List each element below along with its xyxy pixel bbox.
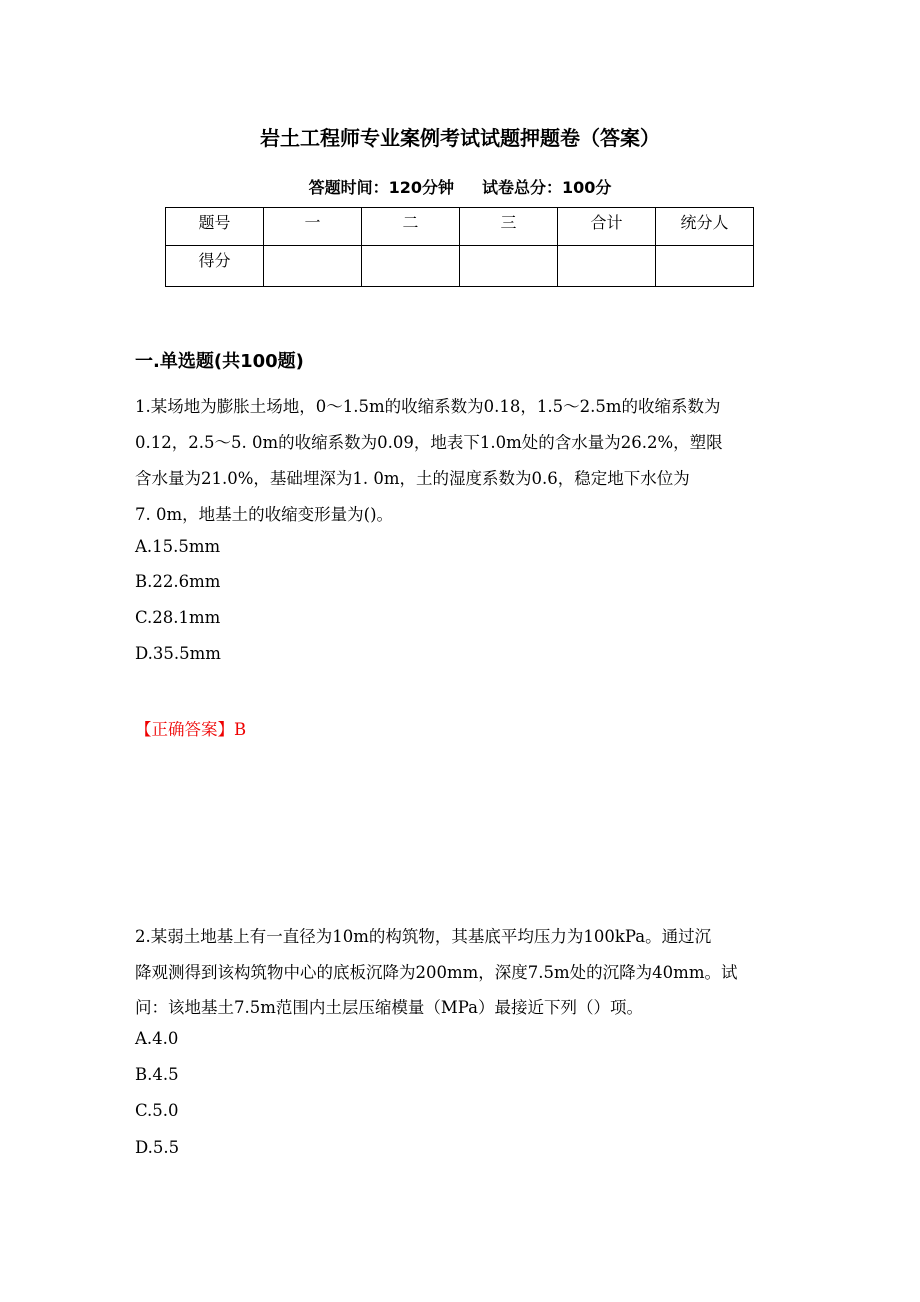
option: D.35.5mm (135, 644, 221, 663)
question-text: 含水量为21.0%，基础埋深为1. 0m，土的湿度系数为0.6，稳定地下水位为 (135, 469, 690, 488)
correct-answer: 【正确答案】B (135, 720, 247, 739)
header-cell: 三 (460, 208, 558, 246)
exam-time: 答题时间：120分钟 (308, 178, 454, 197)
exam-info (0, 175, 920, 198)
header-cell: 一 (264, 208, 362, 246)
exam-total-score: 试卷总分：100分 (482, 178, 612, 197)
question-text: 0.12，2.5～5. 0m的收缩系数为0.09，地表下1.0m处的含水量为26.2%，塑限 (135, 433, 723, 452)
option: C.5.0 (135, 1101, 179, 1120)
score-cell (264, 246, 362, 287)
score-cell (656, 246, 754, 287)
page-title: 岩土工程师专业案例考试试题押题卷（答案） (260, 126, 660, 150)
score-table (165, 207, 754, 287)
header-cell: 二 (362, 208, 460, 246)
question-text: 7. 0m，地基土的收缩变形量为()。 (135, 505, 394, 524)
option: B.22.6mm (135, 572, 221, 591)
header-cell: 合计 (558, 208, 656, 246)
option: A.4.0 (135, 1029, 179, 1048)
score-cell (460, 246, 558, 287)
header-cell: 题号 (166, 208, 264, 246)
option: D.5.5 (135, 1138, 180, 1157)
row-label: 得分 (166, 246, 264, 287)
score-cell (558, 246, 656, 287)
question-text: 降观测得到该构筑物中心的底板沉降为200mm，深度7.5m处的沉降为40mm。试 (135, 963, 738, 982)
option: B.4.5 (135, 1065, 179, 1084)
score-cell (362, 246, 460, 287)
option: A.15.5mm (135, 537, 221, 556)
header-cell: 统分人 (656, 208, 754, 246)
option: C.28.1mm (135, 608, 221, 627)
section-title: 一.单选题(共100题) (135, 351, 304, 372)
question-text: 1.某场地为膨胀土场地，0～1.5m的收缩系数为0.18，1.5～2.5m的收缩系数为 (135, 397, 721, 416)
question-text: 2.某弱土地基上有一直径为10m的构筑物，其基底平均压力为100kPa。通过沉 (135, 927, 712, 946)
question-text: 问：该地基土7.5m范围内土层压缩模量（MPa）最接近下列（）项。 (135, 998, 643, 1017)
